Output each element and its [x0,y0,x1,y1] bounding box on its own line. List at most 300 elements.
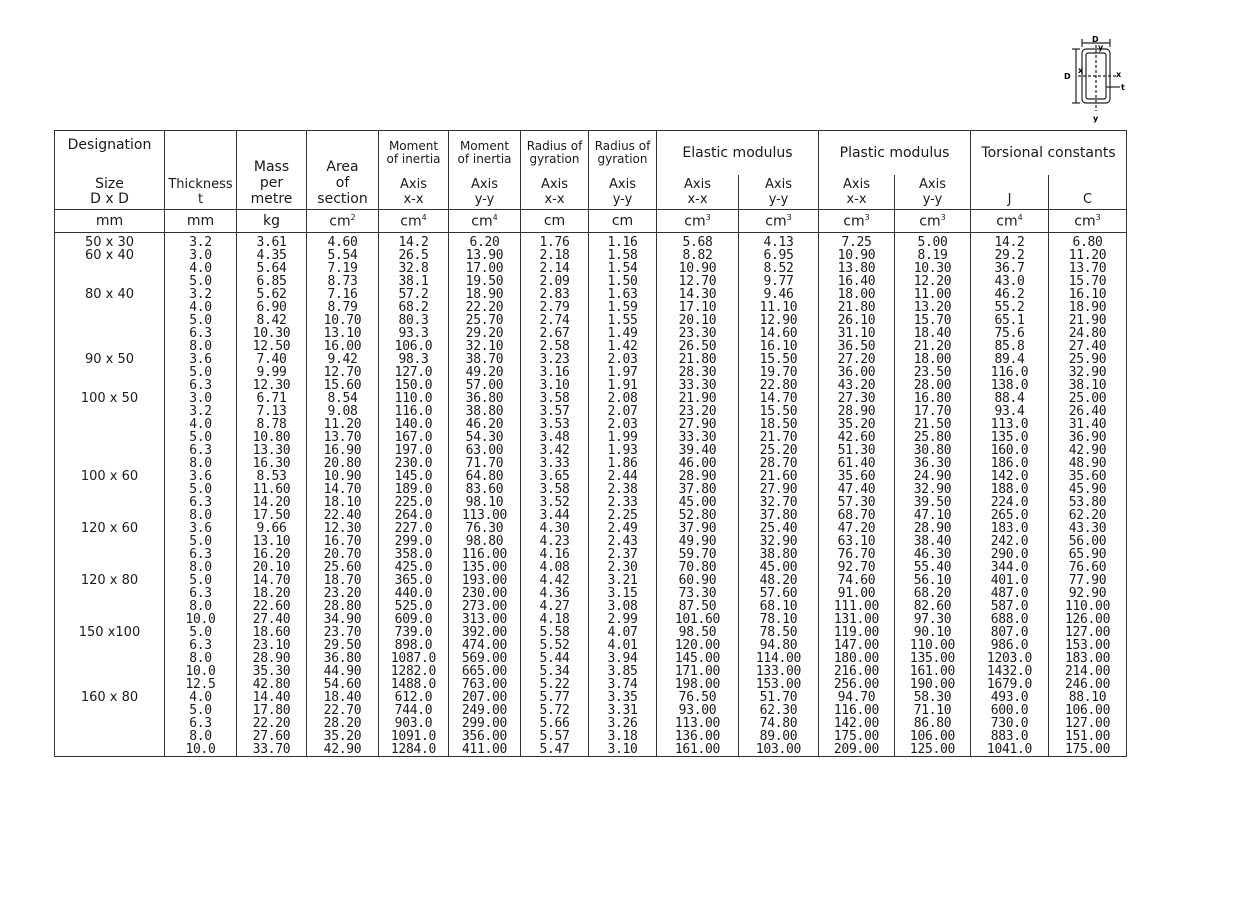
cell-value: 58.30 [913,690,952,705]
cell-value: 986.0 [990,638,1029,653]
cell-value: 8.0 [189,560,212,575]
cell-value: 2.08 [607,391,638,406]
cell-zxx [657,574,739,626]
cell-value: 18.10 [323,495,362,510]
cell-value: 6.95 [763,248,794,263]
cell-value: 2.44 [607,469,638,484]
cell-rxx [521,392,589,470]
cell-value: 36.90 [1068,430,1107,445]
cell-value: 8.73 [327,274,358,289]
table-row [55,233,1127,250]
header-torsional-constants: Torsional constants [971,131,1127,176]
cell-value: 13.70 [323,430,362,445]
cell-value: 16.70 [323,534,362,549]
cell-value: 116.0 [990,365,1029,380]
cell-value: 19.70 [759,365,798,380]
cell-value: 93.3 [398,326,429,341]
cell-value: 12.30 [323,521,362,536]
cell-value: 26.40 [1068,404,1107,419]
cell-value: 5.44 [539,651,570,666]
cell-value: 313.00 [461,612,508,627]
cell-value: 45.00 [678,495,717,510]
cell-value: 17.70 [913,404,952,419]
header-mass: Mass per metre [237,131,307,210]
cell-j [971,691,1049,757]
cell-value: 209.00 [833,742,880,757]
cell-value: 133.00 [755,664,802,679]
unit-area: $cm^2$ [307,210,379,233]
cell-value: 43.0 [994,274,1025,289]
cell-iyy [449,249,521,288]
cell-syy [895,353,971,392]
cell-value: 9.42 [327,352,358,367]
cell-value: 46.20 [465,417,504,432]
cell-value: 68.2 [398,300,429,315]
cell-value: 2.49 [607,521,638,536]
cell-c [1049,691,1127,757]
cell-value: 2.07 [607,404,638,419]
cell-value: 401.0 [990,573,1029,588]
cell-value: 23.20 [678,404,717,419]
unit-sxx: $cm^3$ [819,210,895,233]
cell-value: 3.6 [189,521,212,536]
cell-syy [895,249,971,288]
cell-value: 71.10 [913,703,952,718]
cell-value: 4.30 [539,521,570,536]
cell-zyy [739,626,819,691]
cell-value: 256.00 [833,677,880,692]
cell-value: 4.01 [607,638,638,653]
cell-value: 763.00 [461,677,508,692]
cell-value: 89.00 [759,729,798,744]
cell-area [307,626,379,691]
cell-area [307,470,379,522]
cell-area [307,233,379,250]
cell-value: 18.50 [759,417,798,432]
cell-zxx [657,470,739,522]
cell-ixx [379,470,449,522]
cell-value: 1282.0 [390,664,437,679]
cell-value: 65.1 [994,313,1025,328]
cell-thickness [165,626,237,691]
cell-value: 23.50 [913,365,952,380]
cell-value: 80.3 [398,313,429,328]
cell-zxx [657,353,739,392]
cell-value: 10.90 [837,248,876,263]
cell-value: 93.00 [678,703,717,718]
cell-value: 15.50 [759,404,798,419]
cell-value: 35.20 [837,417,876,432]
cell-value: 60.90 [678,573,717,588]
cell-value: 116.00 [461,547,508,562]
cell-value: 12.90 [759,313,798,328]
cell-value: 10.70 [323,313,362,328]
cell-value: 113.00 [674,716,721,731]
cell-value: 82.60 [913,599,952,614]
cell-value: 4.36 [539,586,570,601]
cell-value: 22.80 [759,378,798,393]
cell-value: 59.70 [678,547,717,562]
cell-value: 98.10 [465,495,504,510]
cell-value: 25.90 [1068,352,1107,367]
cell-value: 32.90 [913,482,952,497]
cell-value: 145.00 [674,651,721,666]
cell-value: 1203.0 [986,651,1033,666]
cell-j [971,233,1049,250]
cell-value: 38.80 [759,547,798,562]
cell-iyy [449,626,521,691]
cell-value: 47.40 [837,482,876,497]
cell-value: 22.40 [323,508,362,523]
cell-value: 120.00 [674,638,721,653]
cell-value: 31.40 [1068,417,1107,432]
header-area: Area of section [307,131,379,210]
cell-ryy [589,233,657,250]
cell-value: 7.40 [256,352,287,367]
cell-zyy [739,522,819,574]
cell-value: 20.80 [323,456,362,471]
table-row [55,353,1127,392]
cell-zyy [739,392,819,470]
diagram-label-x-left: x [1078,66,1084,75]
cell-rxx [521,691,589,757]
diagram-label-t: t [1121,83,1125,92]
cell-value: 88.4 [994,391,1025,406]
cell-thickness [165,288,237,353]
cell-value: 358.0 [394,547,433,562]
cell-value: 32.8 [398,261,429,276]
cell-iyy [449,470,521,522]
cell-rxx [521,353,589,392]
cell-ixx [379,233,449,250]
cell-value: 2.37 [607,547,638,562]
cell-value: 2.09 [539,274,570,289]
cell-value: 1284.0 [390,742,437,757]
cell-value: 93.4 [994,404,1025,419]
cell-zxx [657,233,739,250]
cell-value: 587.0 [990,599,1029,614]
cell-ixx [379,574,449,626]
cell-value: 2.83 [539,287,570,302]
cell-value: 3.0 [189,391,212,406]
cell-value: 474.00 [461,638,508,653]
cell-value: 153.00 [755,677,802,692]
cell-value: 1.97 [607,365,638,380]
cell-ryy [589,626,657,691]
cell-value: 21.80 [678,352,717,367]
cell-value: 24.90 [913,469,952,484]
cell-value: 35.60 [837,469,876,484]
cell-size: 100 x 60 [55,470,165,522]
cell-value: 6.3 [189,378,212,393]
table-row [55,249,1127,288]
cell-value: 12.5 [185,677,216,692]
cell-value: 51.30 [837,443,876,458]
cell-value: 3.26 [607,716,638,731]
cell-rxx [521,249,589,288]
cell-value: 33.30 [678,378,717,393]
cell-value: 97.30 [913,612,952,627]
cell-j [971,392,1049,470]
cell-value: 14.2 [398,235,429,250]
cell-value: 1.58 [607,248,638,263]
cell-value: 63.10 [837,534,876,549]
cell-zyy [739,233,819,250]
cell-value: 89.4 [994,352,1025,367]
unit-ryy: cm [589,210,657,233]
cell-value: 10.90 [323,469,362,484]
cell-value: 86.80 [913,716,952,731]
cell-value: 21.20 [913,339,952,354]
cell-value: 91.00 [837,586,876,601]
cell-area [307,353,379,392]
cell-value: 6.3 [189,443,212,458]
cell-j [971,249,1049,288]
cell-value: 227.0 [394,521,433,536]
cell-value: 161.00 [909,664,956,679]
rhs-section-diagram [1050,35,1140,125]
cell-mass [237,691,307,757]
header-axis-rxx: Axis x-x [521,175,589,210]
cell-value: 28.00 [913,378,952,393]
cell-value: 18.70 [323,573,362,588]
cell-value: 103.00 [755,742,802,757]
cell-value: 183.00 [1064,651,1111,666]
cell-mass [237,470,307,522]
cell-c [1049,522,1127,574]
header-axis-sxx: Axis x-x [819,175,895,210]
cell-value: 119.00 [833,625,880,640]
header-size: Size D x D [55,175,165,210]
cell-value: 5.64 [256,261,287,276]
cell-value: 9.99 [256,365,287,380]
cell-value: 356.00 [461,729,508,744]
cell-zxx [657,691,739,757]
cell-value: 36.80 [323,651,362,666]
cell-value: 56.00 [1068,534,1107,549]
cell-value: 9.77 [763,274,794,289]
cell-value: 16.10 [759,339,798,354]
cell-value: 525.0 [394,599,433,614]
header-moment-yy: Moment of inertia [449,131,521,176]
cell-value: 62.30 [759,703,798,718]
cell-value: 807.0 [990,625,1029,640]
cell-sxx [819,353,895,392]
cell-size: 160 x 80 [55,691,165,757]
cell-ixx [379,522,449,574]
cell-mass [237,249,307,288]
cell-value: 22.60 [252,599,291,614]
cell-value: 13.90 [465,248,504,263]
cell-area [307,574,379,626]
cell-value: 5.72 [539,703,570,718]
cell-value: 18.00 [913,352,952,367]
cell-value: 13.10 [252,534,291,549]
cell-zxx [657,626,739,691]
cell-value: 32.70 [759,495,798,510]
cell-value: 10.30 [252,326,291,341]
cell-ryy [589,392,657,470]
cell-value: 5.68 [682,235,713,250]
cell-value: 78.50 [759,625,798,640]
table-row [55,522,1127,574]
cell-value: 6.20 [469,235,500,250]
cell-value: 8.52 [763,261,794,276]
cell-sxx [819,626,895,691]
cell-value: 11.60 [252,482,291,497]
cell-value: 23.20 [323,586,362,601]
cell-value: 42.90 [323,742,362,757]
cell-value: 5.0 [189,365,212,380]
cell-value: 14.70 [252,573,291,588]
cell-value: 25.20 [759,443,798,458]
cell-value: 98.80 [465,534,504,549]
cell-value: 76.50 [678,690,717,705]
cell-value: 6.71 [256,391,287,406]
cell-value: 3.2 [189,404,212,419]
diagram-label-x-right: x [1116,70,1122,79]
header-j: J [971,175,1049,210]
cell-value: 26.5 [398,248,429,263]
cell-value: 739.0 [394,625,433,640]
cell-value: 12.70 [678,274,717,289]
cell-value: 3.61 [256,235,287,250]
cell-sxx [819,691,895,757]
cell-value: 600.0 [990,703,1029,718]
cell-thickness [165,691,237,757]
cell-size: 100 x 50 [55,392,165,470]
cell-value: 569.00 [461,651,508,666]
cell-value: 38.70 [465,352,504,367]
cell-value: 62.20 [1068,508,1107,523]
cell-value: 5.0 [189,313,212,328]
cell-value: 22.20 [465,300,504,315]
cell-value: 138.0 [990,378,1029,393]
cell-value: 9.46 [763,287,794,302]
cell-value: 3.44 [539,508,570,523]
cell-c [1049,626,1127,691]
cell-value: 299.0 [394,534,433,549]
cell-value: 18.40 [913,326,952,341]
cell-value: 21.90 [678,391,717,406]
cell-area [307,249,379,288]
unit-zxx: $cm^3$ [657,210,739,233]
cell-ryy [589,353,657,392]
cell-value: 5.0 [189,274,212,289]
cell-value: 3.65 [539,469,570,484]
cell-value: 1.54 [607,261,638,276]
cell-value: 16.80 [913,391,952,406]
cell-value: 17.50 [252,508,291,523]
cell-value: 249.00 [461,703,508,718]
cell-thickness [165,522,237,574]
cell-value: 42.80 [252,677,291,692]
cell-value: 1091.0 [390,729,437,744]
cell-value: 189.0 [394,482,433,497]
header-radius-xx: Radius of gyration [521,131,589,176]
cell-rxx [521,626,589,691]
cell-thickness [165,392,237,470]
cell-value: 135.00 [909,651,956,666]
cell-value: 161.00 [674,742,721,757]
cell-value: 1.86 [607,456,638,471]
cell-value: 16.40 [837,274,876,289]
cell-value: 15.70 [1068,274,1107,289]
cell-value: 51.70 [759,690,798,705]
cell-value: 242.0 [990,534,1029,549]
cell-value: 1.59 [607,300,638,315]
cell-value: 116.00 [833,703,880,718]
table-row [55,392,1127,470]
cell-mass [237,392,307,470]
cell-value: 47.10 [913,508,952,523]
cell-value: 36.00 [837,365,876,380]
cell-value: 71.70 [465,456,504,471]
cell-value: 25.00 [1068,391,1107,406]
cell-sxx [819,522,895,574]
cell-value: 898.0 [394,638,433,653]
cell-zxx [657,249,739,288]
unit-thickness: mm [165,210,237,233]
cell-value: 12.20 [913,274,952,289]
cell-ryy [589,522,657,574]
cell-value: 28.20 [323,716,362,731]
cell-value: 5.54 [327,248,358,263]
cell-value: 3.94 [607,651,638,666]
cell-value: 2.58 [539,339,570,354]
cell-value: 11.10 [759,300,798,315]
cell-value: 10.0 [185,742,216,757]
cell-value: 175.00 [1064,742,1111,757]
cell-value: 2.14 [539,261,570,276]
cell-value: 14.2 [994,235,1025,250]
cell-iyy [449,392,521,470]
cell-value: 10.0 [185,612,216,627]
cell-value: 85.8 [994,339,1025,354]
cell-value: 23.10 [252,638,291,653]
cell-value: 36.7 [994,261,1025,276]
cell-value: 12.50 [252,339,291,354]
cell-value: 609.0 [394,612,433,627]
cell-sxx [819,470,895,522]
cell-iyy [449,574,521,626]
cell-zxx [657,522,739,574]
cell-value: 3.33 [539,456,570,471]
cell-value: 3.16 [539,365,570,380]
cell-ixx [379,288,449,353]
cell-value: 48.90 [1068,456,1107,471]
cell-value: 38.80 [465,404,504,419]
cell-value: 6.3 [189,547,212,562]
cell-value: 487.0 [990,586,1029,601]
cell-value: 35.30 [252,664,291,679]
cell-value: 34.90 [323,612,362,627]
cell-value: 2.79 [539,300,570,315]
cell-value: 3.74 [607,677,638,692]
cell-value: 188.0 [990,482,1029,497]
cell-value: 3.15 [607,586,638,601]
cell-value: 425.0 [394,560,433,575]
cell-c [1049,392,1127,470]
cell-value: 28.30 [678,365,717,380]
cell-value: 57.00 [465,378,504,393]
cell-value: 160.0 [990,443,1029,458]
cell-value: 39.50 [913,495,952,510]
cell-value: 3.2 [189,235,212,250]
cell-value: 13.10 [323,326,362,341]
cell-mass [237,522,307,574]
header-plastic-modulus: Plastic modulus [819,131,971,176]
